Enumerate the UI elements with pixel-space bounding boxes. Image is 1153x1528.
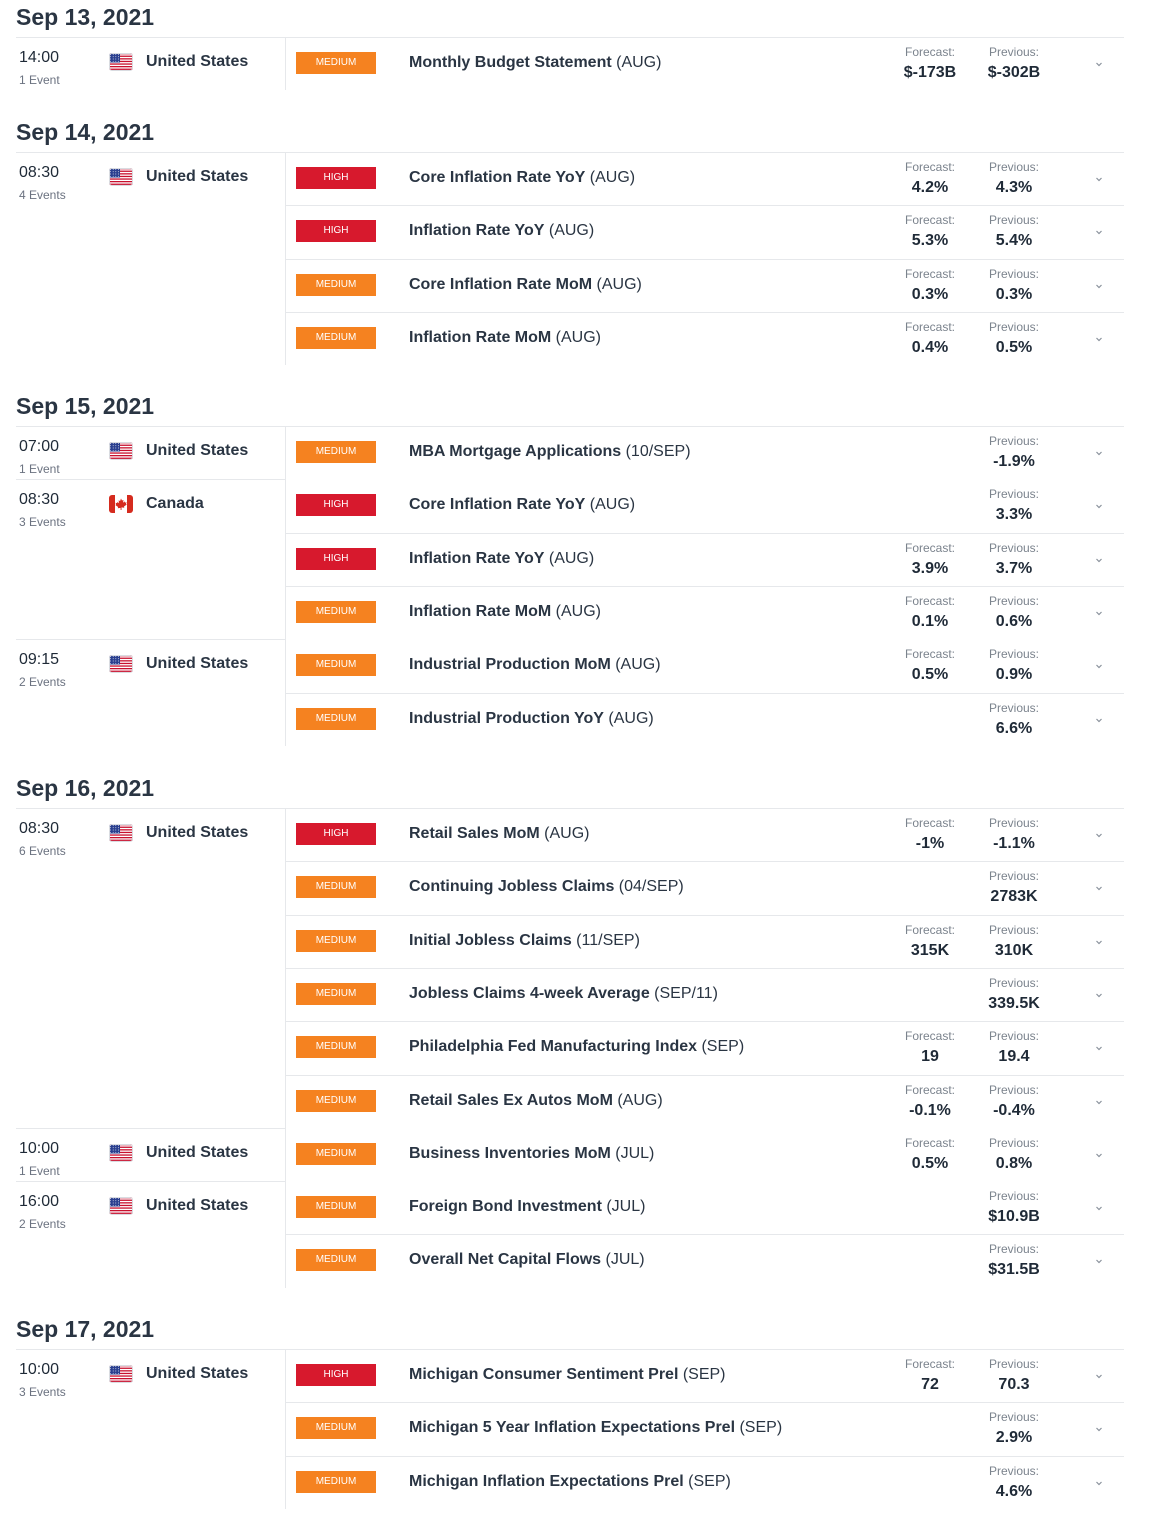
country-name: United States	[146, 1365, 249, 1382]
column-divider	[285, 1349, 286, 1509]
country-name: United States	[146, 824, 249, 841]
previous-label: Previous:	[988, 487, 1040, 502]
previous-label: Previous:	[988, 1189, 1040, 1204]
impact-badge: MEDIUM	[296, 52, 376, 74]
impact-badge: HIGH	[296, 167, 376, 189]
chevron-down-icon[interactable]	[1093, 1201, 1105, 1213]
row-divider	[285, 1234, 1124, 1235]
event-name: Michigan Consumer Sentiment Prel	[409, 1366, 679, 1383]
day-date: Sep 13, 2021	[16, 4, 155, 30]
previous-value: 0.8%	[995, 1154, 1033, 1172]
event-time: 14:00	[19, 49, 60, 66]
impact-badge: MEDIUM	[296, 1196, 376, 1218]
impact-badge: MEDIUM	[296, 1090, 376, 1112]
day-divider	[16, 152, 1124, 153]
previous-label: Previous:	[988, 319, 1040, 334]
previous-label: Previous:	[988, 1029, 1040, 1044]
event-title[interactable]	[409, 169, 635, 187]
previous-value: 2.9%	[995, 1429, 1033, 1447]
event-period: (AUG)	[612, 1091, 663, 1109]
forecast-label: Forecast:	[904, 922, 955, 937]
country-name: United States	[146, 442, 249, 459]
previous-value: 2783K	[990, 888, 1038, 906]
row-divider	[285, 915, 1124, 916]
impact-badge: MEDIUM	[296, 654, 376, 676]
row-divider	[285, 861, 1124, 862]
event-time: 10:00	[19, 1139, 60, 1157]
events-count: 1 Event	[19, 462, 60, 476]
events-count: 3 Events	[19, 1385, 66, 1399]
day-date: Sep 14, 2021	[16, 119, 155, 145]
previous-value: 0.6%	[995, 612, 1033, 630]
impact-badge: HIGH	[296, 823, 376, 845]
forecast-label: Forecast:	[904, 1135, 955, 1150]
event-name: Retail Sales MoM	[409, 825, 540, 842]
chevron-down-icon[interactable]	[1093, 1041, 1105, 1053]
day-divider	[16, 1349, 1124, 1350]
forecast-value: 4.2%	[911, 179, 949, 196]
us-flag-icon	[109, 1365, 133, 1383]
previous-label: Previous:	[988, 700, 1040, 715]
event-period: (AUG)	[585, 496, 636, 514]
chevron-down-icon[interactable]	[1093, 881, 1105, 893]
forecast-label: Forecast:	[904, 319, 955, 334]
day-divider	[16, 808, 1124, 809]
event-name: Michigan 5 Year Inflation Expectations Prel	[409, 1419, 736, 1437]
impact-badge: MEDIUM	[296, 983, 376, 1005]
chevron-down-icon[interactable]	[1093, 1095, 1105, 1107]
group-divider	[16, 639, 285, 640]
forecast-label: Forecast:	[904, 213, 955, 228]
event-title[interactable]	[409, 710, 654, 728]
event-name: Monthly Budget Statement	[409, 54, 612, 71]
impact-badge: MEDIUM	[296, 1249, 376, 1271]
event-period: (JUL)	[601, 1198, 646, 1216]
chevron-down-icon[interactable]	[1093, 659, 1105, 671]
column-divider	[285, 37, 286, 90]
chevron-down-icon[interactable]	[1093, 988, 1105, 1000]
previous-label: Previous:	[988, 1410, 1040, 1425]
forecast-label: Forecast:	[904, 45, 955, 59]
previous-value: 3.3%	[995, 506, 1033, 524]
previous-value: -1.1%	[993, 835, 1035, 852]
event-name: Philadelphia Fed Manufacturing Index	[409, 1038, 698, 1056]
event-name: Industrial Production MoM	[409, 656, 611, 674]
chevron-down-icon[interactable]	[1093, 499, 1105, 511]
row-divider	[285, 1402, 1124, 1403]
impact-badge: MEDIUM	[296, 274, 376, 296]
chevron-down-icon[interactable]	[1093, 828, 1105, 840]
forecast-value: 3.9%	[911, 559, 949, 577]
event-title[interactable]	[409, 985, 718, 1003]
events-count: 1 Event	[19, 1163, 60, 1178]
event-period: (AUG)	[585, 169, 636, 186]
row-divider	[285, 586, 1124, 587]
country-name: United States	[146, 1197, 249, 1215]
previous-value: 19.4	[998, 1048, 1030, 1066]
event-title[interactable]	[409, 222, 594, 240]
event-title[interactable]	[409, 1145, 654, 1163]
event-name: Inflation Rate MoM	[409, 328, 552, 346]
event-name: Initial Jobless Claims	[409, 931, 572, 949]
impact-badge: MEDIUM	[296, 930, 376, 952]
row-divider	[285, 693, 1124, 694]
previous-label: Previous:	[988, 975, 1040, 990]
previous-label: Previous:	[988, 1135, 1040, 1150]
event-title[interactable]	[409, 656, 661, 674]
event-name: Retail Sales Ex Autos MoM	[409, 1091, 613, 1109]
event-period: (11/SEP)	[571, 931, 640, 949]
row-divider	[285, 312, 1124, 313]
row-divider	[285, 1456, 1124, 1457]
chevron-down-icon[interactable]	[1093, 225, 1105, 237]
event-name: Core Inflation Rate YoY	[409, 169, 586, 186]
us-flag-icon	[109, 824, 133, 842]
events-count: 2 Events	[19, 1217, 66, 1232]
chevron-down-icon[interactable]	[1093, 1148, 1105, 1160]
chevron-down-icon[interactable]	[1093, 1476, 1105, 1488]
impact-badge: MEDIUM	[296, 876, 376, 898]
country-name: United States	[146, 1143, 249, 1161]
previous-value: $31.5B	[988, 1261, 1040, 1279]
row-divider	[285, 533, 1124, 534]
chevron-down-icon[interactable]	[1093, 332, 1105, 344]
previous-value: $-302B	[987, 64, 1041, 81]
forecast-value: 19	[921, 1048, 939, 1066]
event-name: Inflation Rate MoM	[409, 602, 552, 620]
previous-value: 70.3	[998, 1376, 1030, 1393]
group-divider	[16, 1128, 285, 1129]
event-period: (AUG)	[592, 275, 642, 293]
us-flag-icon	[109, 53, 133, 71]
previous-value: 5.4%	[995, 232, 1033, 250]
chevron-down-icon[interactable]	[1093, 606, 1105, 618]
country-name: United States	[146, 655, 249, 673]
event-name: Core Inflation Rate MoM	[409, 275, 593, 293]
event-time: 10:00	[19, 1361, 60, 1378]
previous-value: 4.3%	[995, 179, 1033, 196]
chevron-down-icon[interactable]	[1093, 1422, 1105, 1434]
previous-label: Previous:	[988, 1463, 1040, 1478]
previous-label: Previous:	[988, 434, 1040, 448]
forecast-label: Forecast:	[904, 593, 955, 608]
event-period: (JUL)	[601, 1251, 645, 1269]
impact-badge: MEDIUM	[296, 708, 376, 730]
impact-badge: MEDIUM	[296, 1036, 376, 1058]
forecast-label: Forecast:	[904, 266, 955, 281]
chevron-down-icon[interactable]	[1093, 446, 1105, 458]
group-divider	[16, 479, 285, 480]
impact-badge: MEDIUM	[296, 1471, 376, 1493]
previous-value: 0.3%	[995, 285, 1033, 303]
forecast-label: Forecast:	[904, 647, 955, 662]
event-period: (SEP)	[683, 1472, 731, 1490]
forecast-label: Forecast:	[904, 160, 955, 174]
forecast-label: Forecast:	[904, 1029, 955, 1044]
event-time: 08:30	[19, 491, 60, 509]
previous-label: Previous:	[988, 1082, 1040, 1097]
impact-badge: MEDIUM	[296, 1417, 376, 1439]
event-period: (AUG)	[551, 602, 601, 620]
forecast-value: 0.1%	[911, 612, 949, 630]
event-title[interactable]	[409, 329, 601, 347]
event-period: (AUG)	[539, 825, 590, 842]
impact-badge: HIGH	[296, 1364, 376, 1386]
canada-flag-icon	[109, 495, 133, 513]
event-time: 09:15	[19, 651, 60, 669]
event-name: Overall Net Capital Flows	[409, 1251, 602, 1269]
event-name: Jobless Claims 4-week Average	[409, 984, 650, 1002]
event-title[interactable]	[409, 932, 640, 950]
impact-badge: HIGH	[296, 548, 376, 570]
row-divider	[285, 968, 1124, 969]
event-title[interactable]	[409, 878, 684, 896]
impact-badge: MEDIUM	[296, 601, 376, 623]
event-title[interactable]	[409, 1092, 663, 1110]
previous-value: 4.6%	[995, 1482, 1033, 1500]
chevron-down-icon[interactable]	[1093, 1254, 1105, 1266]
impact-badge: MEDIUM	[296, 327, 376, 349]
forecast-label: Forecast:	[904, 1082, 955, 1097]
previous-value: 0.5%	[995, 338, 1033, 356]
previous-value: 0.9%	[995, 666, 1033, 684]
day-date: Sep 16, 2021	[16, 775, 155, 801]
event-time: 08:30	[19, 164, 60, 181]
previous-label: Previous:	[988, 160, 1040, 174]
previous-value: 3.7%	[995, 559, 1033, 577]
day-divider	[16, 37, 1124, 38]
event-title[interactable]	[409, 1038, 744, 1056]
forecast-value: $-173B	[903, 64, 957, 81]
column-divider	[285, 426, 286, 746]
forecast-label: Forecast:	[904, 1357, 955, 1371]
previous-value: 339.5K	[988, 994, 1040, 1012]
previous-label: Previous:	[988, 922, 1040, 937]
us-flag-icon	[109, 442, 133, 460]
forecast-value: 0.5%	[911, 666, 949, 684]
event-period: (JUL)	[610, 1144, 655, 1162]
us-flag-icon	[109, 168, 133, 186]
previous-label: Previous:	[988, 540, 1040, 555]
event-title[interactable]	[409, 496, 635, 514]
forecast-value: 72	[921, 1376, 939, 1393]
us-flag-icon	[109, 655, 133, 673]
events-count: 1 Event	[19, 73, 60, 87]
previous-value: 310K	[994, 941, 1034, 959]
event-title[interactable]	[409, 1251, 645, 1269]
event-title[interactable]	[409, 54, 661, 72]
event-title[interactable]	[409, 1366, 726, 1384]
event-period: (SEP)	[678, 1366, 726, 1383]
impact-badge: HIGH	[296, 494, 376, 516]
forecast-value: 0.4%	[911, 338, 949, 356]
column-divider	[285, 808, 286, 1288]
previous-label: Previous:	[988, 1242, 1040, 1257]
previous-label: Previous:	[988, 1357, 1040, 1371]
event-period: (04/SEP)	[614, 878, 684, 896]
event-title[interactable]	[409, 1419, 782, 1437]
event-period: (SEP)	[697, 1038, 745, 1056]
previous-label: Previous:	[988, 593, 1040, 608]
previous-label: Previous:	[988, 816, 1040, 830]
previous-value: 6.6%	[995, 719, 1033, 737]
chevron-down-icon[interactable]	[1093, 279, 1105, 291]
chevron-down-icon[interactable]	[1093, 713, 1105, 725]
impact-badge: MEDIUM	[296, 1143, 376, 1165]
events-count: 3 Events	[19, 515, 66, 530]
day-date: Sep 15, 2021	[16, 393, 155, 419]
chevron-down-icon[interactable]	[1093, 172, 1105, 184]
event-title[interactable]	[409, 550, 594, 568]
previous-label: Previous:	[988, 213, 1040, 228]
event-title[interactable]	[409, 1473, 731, 1491]
column-divider	[285, 152, 286, 365]
previous-label: Previous:	[988, 45, 1040, 59]
event-time: 07:00	[19, 438, 60, 455]
forecast-value: -1%	[915, 835, 945, 852]
event-name: Inflation Rate YoY	[409, 222, 545, 240]
us-flag-icon	[109, 1144, 133, 1162]
event-name: Inflation Rate YoY	[409, 549, 545, 567]
event-time: 16:00	[19, 1193, 60, 1211]
event-name: Business Inventories MoM	[409, 1144, 611, 1162]
day-date: Sep 17, 2021	[16, 1316, 155, 1342]
event-name: Core Inflation Rate YoY	[409, 496, 586, 514]
forecast-value: 315K	[910, 941, 950, 959]
event-title[interactable]	[409, 443, 691, 461]
forecast-value: 5.3%	[911, 232, 949, 250]
us-flag-icon	[109, 1197, 133, 1215]
event-time: 08:30	[19, 820, 60, 837]
day-divider	[16, 426, 1124, 427]
event-period: (AUG)	[544, 549, 595, 567]
event-period: (SEP/11)	[649, 984, 718, 1002]
event-period: (AUG)	[603, 709, 654, 727]
event-period: (AUG)	[551, 328, 601, 346]
row-divider	[285, 1021, 1124, 1022]
country-name: United States	[146, 53, 249, 70]
event-period: (10/SEP)	[621, 443, 691, 460]
previous-label: Previous:	[988, 647, 1040, 662]
event-title[interactable]	[409, 825, 589, 843]
country-name: Canada	[146, 495, 204, 513]
events-count: 4 Events	[19, 188, 66, 202]
forecast-label: Forecast:	[904, 540, 955, 555]
row-divider	[285, 1075, 1124, 1076]
forecast-value: 0.5%	[911, 1154, 949, 1172]
forecast-value: 0.3%	[911, 285, 949, 303]
event-name: Foreign Bond Investment	[409, 1198, 602, 1216]
event-title[interactable]	[409, 276, 642, 294]
row-divider	[285, 205, 1124, 206]
events-count: 6 Events	[19, 844, 66, 858]
previous-label: Previous:	[988, 869, 1040, 884]
previous-label: Previous:	[988, 266, 1040, 281]
row-divider	[285, 259, 1124, 260]
chevron-down-icon[interactable]	[1093, 1369, 1105, 1381]
chevron-down-icon[interactable]	[1093, 57, 1105, 69]
event-name: Michigan Inflation Expectations Prel	[409, 1472, 684, 1490]
impact-badge: HIGH	[296, 220, 376, 242]
event-period: (AUG)	[544, 222, 595, 240]
event-period: (AUG)	[610, 656, 661, 674]
event-period: (SEP)	[735, 1419, 783, 1437]
forecast-label: Forecast:	[904, 816, 955, 830]
impact-badge: MEDIUM	[296, 441, 376, 463]
chevron-down-icon[interactable]	[1093, 935, 1105, 947]
forecast-value: -0.1%	[909, 1101, 951, 1119]
event-name: MBA Mortgage Applications	[409, 443, 622, 460]
event-title[interactable]	[409, 1198, 645, 1216]
chevron-down-icon[interactable]	[1093, 553, 1105, 565]
event-title[interactable]	[409, 603, 601, 621]
country-name: United States	[146, 168, 249, 185]
previous-value: -1.9%	[993, 453, 1035, 470]
event-period: (AUG)	[611, 54, 662, 71]
group-divider	[16, 1181, 285, 1182]
event-name: Industrial Production YoY	[409, 709, 604, 727]
previous-value: -0.4%	[993, 1101, 1035, 1119]
events-count: 2 Events	[19, 675, 66, 690]
previous-value: $10.9B	[988, 1208, 1040, 1226]
event-name: Continuing Jobless Claims	[409, 878, 615, 896]
